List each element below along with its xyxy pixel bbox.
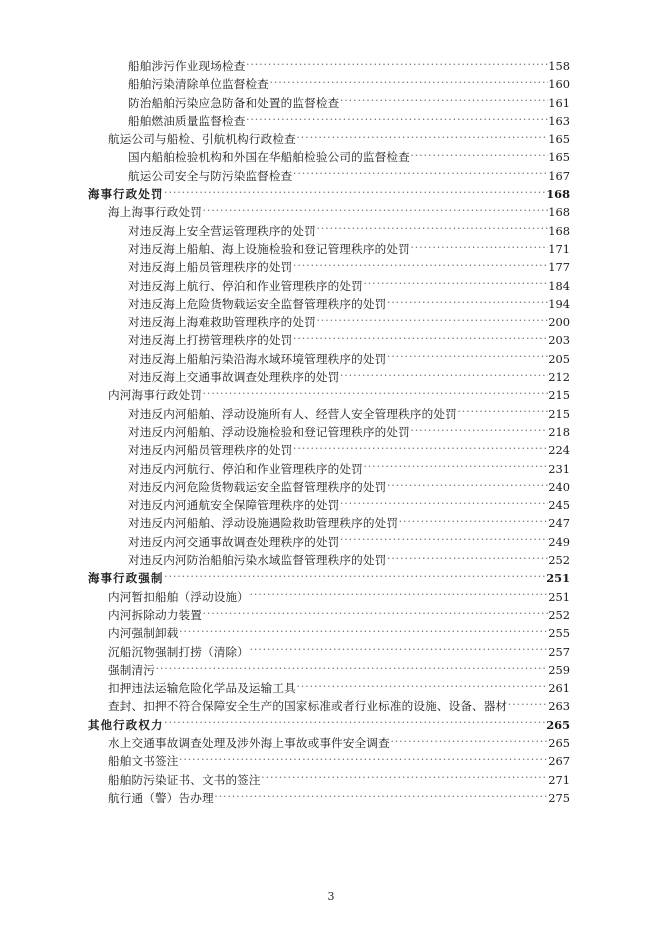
- toc-entry-page-number: 261: [548, 681, 570, 696]
- toc-entry-title: 沉船沉物强制打捞（清除）: [108, 644, 249, 659]
- toc-leader-dots: [387, 352, 548, 363]
- toc-entry[interactable]: [128, 258, 570, 276]
- toc-entry-page-number: 249: [548, 534, 570, 549]
- toc-entry-page-number: 163: [548, 113, 570, 128]
- toc-entry-title: 航运公司安全与防污染监督检查: [128, 168, 293, 183]
- toc-entry[interactable]: [128, 240, 570, 258]
- toc-entry[interactable]: [128, 331, 570, 349]
- toc-leader-dots: [296, 681, 547, 692]
- toc-entry-page-number: 212: [548, 370, 570, 385]
- toc-entry-page-number: 231: [548, 461, 570, 476]
- toc-entry[interactable]: [128, 277, 570, 295]
- toc-entry[interactable]: [128, 295, 570, 313]
- toc-entry[interactable]: [128, 148, 570, 166]
- toc-leader-dots: [164, 718, 546, 729]
- toc-leader-dots: [363, 462, 547, 473]
- toc-entry[interactable]: [108, 752, 570, 770]
- toc-entry-title: 强制清污: [108, 662, 155, 677]
- toc-entry-title: 防治船舶污染应急防备和处置的监督检查: [128, 95, 340, 110]
- toc-entry-page-number: 245: [548, 498, 570, 513]
- toc-entry-title: 船舶文书签注: [108, 754, 179, 769]
- toc-entry-title: 海上海事行政处罚: [108, 205, 202, 220]
- toc-leader-dots: [296, 132, 547, 143]
- toc-entry-title: 海事行政强制: [88, 571, 164, 586]
- toc-leader-dots: [340, 535, 548, 546]
- toc-entry-title: 对违反海上海难救助管理秩序的处罚: [128, 315, 316, 330]
- toc-entry-page-number: 247: [548, 516, 570, 531]
- toc-leader-dots: [293, 333, 548, 344]
- toc-leader-dots: [508, 699, 548, 710]
- toc-entry[interactable]: [128, 551, 570, 569]
- toc-entry[interactable]: [108, 130, 570, 148]
- toc-entry-page-number: 165: [548, 132, 570, 147]
- toc-leader-dots: [249, 645, 547, 656]
- toc-leader-dots: [202, 608, 547, 619]
- toc-leader-dots: [179, 754, 548, 765]
- toc-entry-title: 内河暂扣船舶（浮动设施）: [108, 589, 249, 604]
- toc-entry-title: 对违反内河船员管理秩序的处罚: [128, 443, 293, 458]
- toc-entry[interactable]: [128, 405, 570, 423]
- toc-entry-title: 船舶防污染证书、文书的签注: [108, 772, 261, 787]
- toc-entry-page-number: 224: [548, 443, 570, 458]
- toc-leader-dots: [340, 498, 548, 509]
- toc-leader-dots: [164, 187, 546, 198]
- toc-entry[interactable]: [128, 533, 570, 551]
- toc-entry-title: 对违反内河船舶、浮动设施遇险救助管理秩序的处罚: [128, 516, 399, 531]
- toc-entry-page-number: 251: [548, 589, 570, 604]
- toc-entry[interactable]: [108, 386, 570, 404]
- toc-entry-page-number: 184: [548, 278, 570, 293]
- toc-entry-page-number: 265: [546, 717, 570, 732]
- toc-leader-dots: [410, 425, 547, 436]
- toc-entry-title: 查封、扣押不符合保障安全生产的国家标准或者行业标准的设施、设备、器材: [108, 699, 508, 714]
- toc-entry-title: 对违反内河航行、停泊和作业管理秩序的处罚: [128, 461, 363, 476]
- toc-entry-page-number: 263: [548, 699, 570, 714]
- toc-leader-dots: [410, 150, 547, 161]
- toc-entry[interactable]: [88, 185, 570, 203]
- toc-entry-page-number: 275: [548, 790, 570, 805]
- toc-entry-title: 对违反内河危险货物载运安全监督管理秩序的处罚: [128, 479, 387, 494]
- toc-leader-dots: [340, 96, 548, 107]
- toc-leader-dots: [246, 59, 548, 70]
- toc-entry-page-number: 168: [548, 205, 570, 220]
- toc-entry-title: 对违反海上危险货物载运安全监督管理秩序的处罚: [128, 296, 387, 311]
- toc-leader-dots: [202, 205, 547, 216]
- toc-entry-title: 船舶涉污作业现场检查: [128, 59, 246, 73]
- toc-leader-dots: [457, 407, 547, 418]
- toc-leader-dots: [316, 224, 547, 235]
- toc-leader-dots: [269, 77, 547, 88]
- toc-entry-page-number: 251: [546, 571, 570, 586]
- toc-leader-dots: [164, 571, 546, 582]
- toc-entry-page-number: 168: [548, 223, 570, 238]
- toc-entry-page-number: 259: [548, 662, 570, 677]
- toc-entry[interactable]: [108, 606, 570, 624]
- toc-entry-title: 扣押违法运输危险化学品及运输工具: [108, 681, 296, 696]
- toc-entry[interactable]: [128, 514, 570, 532]
- toc-leader-dots: [387, 480, 548, 491]
- toc-leader-dots: [293, 169, 548, 180]
- toc-entry-title: 对违反海上船员管理秩序的处罚: [128, 260, 293, 275]
- toc-entry-page-number: 218: [548, 424, 570, 439]
- toc-leader-dots: [316, 315, 547, 326]
- toc-entry-page-number: 161: [548, 95, 570, 110]
- toc-entry[interactable]: [108, 588, 570, 606]
- toc-leader-dots: [387, 553, 548, 564]
- toc-entry-page-number: 167: [548, 168, 570, 183]
- toc-entry[interactable]: [128, 496, 570, 514]
- toc-leader-dots: [293, 260, 548, 271]
- toc-entry-page-number: 171: [548, 241, 570, 256]
- toc-leader-dots: [214, 791, 548, 802]
- toc-leader-dots: [387, 297, 548, 308]
- toc-leader-dots: [340, 370, 548, 381]
- toc-entry[interactable]: [128, 350, 570, 368]
- toc-leader-dots: [249, 590, 547, 601]
- toc-entry-page-number: 257: [548, 644, 570, 659]
- toc-entry[interactable]: [108, 697, 570, 715]
- toc-entry-page-number: 252: [548, 553, 570, 568]
- toc-entry-title: 船舶污染清除单位监督检查: [128, 77, 269, 92]
- toc-entry-page-number: 267: [548, 754, 570, 769]
- toc-entry-page-number: 255: [548, 626, 570, 641]
- toc-leader-dots: [363, 279, 547, 290]
- toc-entry[interactable]: [128, 112, 570, 130]
- toc-entry-title: 对违反海上航行、停泊和作业管理秩序的处罚: [128, 278, 363, 293]
- toc-entry-page-number: 177: [548, 260, 570, 275]
- toc-entry[interactable]: [108, 789, 570, 807]
- toc-entry[interactable]: [108, 734, 570, 752]
- toc-leader-dots: [202, 388, 547, 399]
- toc-entry[interactable]: [128, 478, 570, 496]
- toc-entry-title: 内河强制卸载: [108, 626, 179, 641]
- toc-entry-page-number: 158: [548, 59, 570, 73]
- toc-entry-page-number: 168: [546, 187, 570, 202]
- toc-entry[interactable]: [128, 441, 570, 459]
- table-of-contents: [0, 57, 662, 807]
- toc-entry[interactable]: [108, 203, 570, 221]
- toc-leader-dots: [261, 773, 548, 784]
- toc-entry-title: 对违反海上安全营运管理秩序的处罚: [128, 223, 316, 238]
- toc-entry[interactable]: [128, 460, 570, 478]
- toc-entry[interactable]: [108, 661, 570, 679]
- toc-entry-page-number: 203: [548, 333, 570, 348]
- toc-entry-page-number: 215: [548, 406, 570, 421]
- toc-leader-dots: [179, 626, 548, 637]
- toc-entry-title: 内河拆除动力装置: [108, 607, 202, 622]
- toc-entry-title: 水上交通事故调查处理及涉外海上事故或事件安全调查: [108, 735, 390, 750]
- toc-entry-title: 对违反海上交通事故调查处理秩序的处罚: [128, 370, 340, 385]
- toc-entry-page-number: 160: [548, 77, 570, 92]
- toc-entry[interactable]: [128, 94, 570, 112]
- toc-entry-title: 航行通（警）告办理: [108, 790, 214, 805]
- toc-entry[interactable]: [108, 643, 570, 661]
- toc-leader-dots: [155, 663, 547, 674]
- toc-entry-title: 内河海事行政处罚: [108, 388, 202, 403]
- toc-entry-page-number: 265: [548, 735, 570, 750]
- toc-entry-title: 对违反内河船舶、浮动设施所有人、经营人安全管理秩序的处罚: [128, 406, 457, 421]
- toc-entry[interactable]: [128, 75, 570, 93]
- toc-entry-page-number: 215: [548, 388, 570, 403]
- toc-entry[interactable]: [108, 624, 570, 642]
- toc-entry-title: 对违反内河防治船舶污染水域监督管理秩序的处罚: [128, 553, 387, 568]
- toc-leader-dots: [410, 242, 547, 253]
- toc-leader-dots: [399, 516, 548, 527]
- toc-entry-title: 对违反海上船舶污染沿海水域环境管理秩序的处罚: [128, 351, 387, 366]
- toc-entry-page-number: 252: [548, 607, 570, 622]
- toc-entry-title: 航运公司与船检、引航机构行政检查: [108, 132, 296, 147]
- toc-entry-page-number: 205: [548, 351, 570, 366]
- toc-entry[interactable]: [88, 716, 570, 734]
- toc-entry[interactable]: [128, 313, 570, 331]
- toc-entry-title: 对违反内河船舶、浮动设施检验和登记管理秩序的处罚: [128, 424, 410, 439]
- toc-entry[interactable]: [128, 167, 570, 185]
- toc-entry-title: 其他行政权力: [88, 717, 164, 732]
- toc-entry-page-number: 194: [548, 296, 570, 311]
- toc-entry-title: 对违反内河通航安全保障管理秩序的处罚: [128, 498, 340, 513]
- toc-entry-title: 国内船舶检验机构和外国在华船舶检验公司的监督检查: [128, 150, 410, 165]
- toc-entry[interactable]: [108, 679, 570, 697]
- toc-entry[interactable]: [128, 368, 570, 386]
- toc-leader-dots: [293, 443, 548, 454]
- toc-entry[interactable]: [128, 57, 570, 75]
- toc-entry-page-number: 240: [548, 479, 570, 494]
- toc-leader-dots: [390, 736, 547, 747]
- toc-entry-title: 对违反海上船舶、海上设施检验和登记管理秩序的处罚: [128, 241, 410, 256]
- toc-entry-title: 对违反海上打捞管理秩序的处罚: [128, 333, 293, 348]
- toc-entry-page-number: 200: [548, 315, 570, 330]
- toc-entry-title: 船舶燃油质量监督检查: [128, 113, 246, 128]
- page-number: 3: [327, 890, 335, 903]
- toc-entry[interactable]: [128, 222, 570, 240]
- toc-entry[interactable]: [108, 771, 570, 789]
- toc-entry-title: 海事行政处罚: [88, 187, 164, 202]
- toc-entry-page-number: 271: [548, 772, 570, 787]
- toc-entry[interactable]: [128, 423, 570, 441]
- toc-entry-title: 对违反内河交通事故调查处理秩序的处罚: [128, 534, 340, 549]
- toc-entry[interactable]: [88, 569, 570, 587]
- toc-leader-dots: [246, 114, 548, 125]
- toc-entry-page-number: 165: [548, 150, 570, 165]
